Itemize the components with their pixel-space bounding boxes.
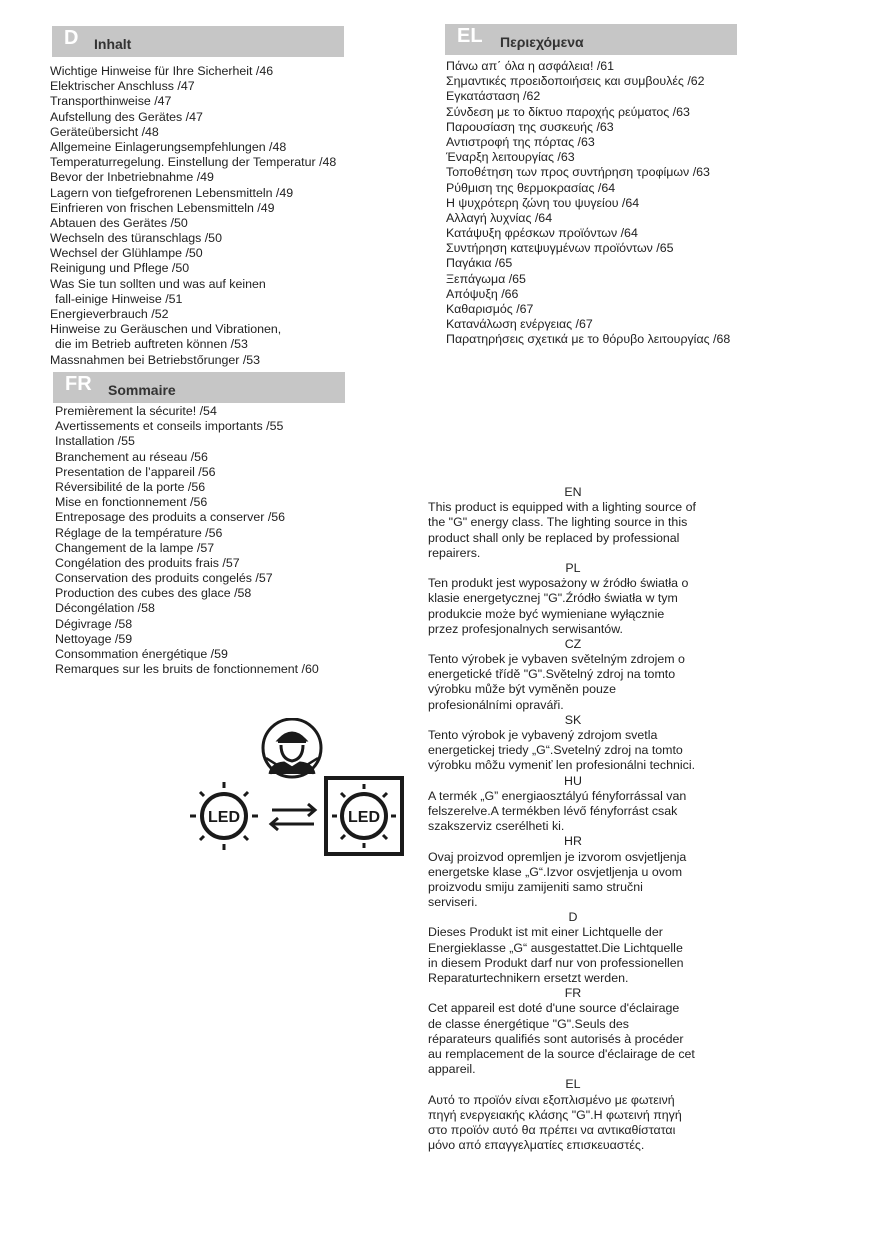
toc-item: Décongélation /58 — [55, 601, 155, 616]
lighting-notices — [428, 485, 728, 1153]
notice-line: energetske klase „G“.Izvor osvjetljenja u ovom — [428, 864, 683, 879]
notice-lang-label: HR — [564, 834, 582, 849]
notice-body — [428, 500, 728, 561]
toc-item: Wichtige Hinweise für Ihre Sicherheit /46 — [50, 64, 274, 78]
notice-line: réparateurs qualifiés sont autorisés à procéder — [428, 1031, 684, 1046]
notice-line: Energieklasse „G“ ausgestattet.Die Lichtquelle — [428, 940, 683, 955]
notice-line: the "G" energy class. The lighting source in this — [428, 515, 688, 530]
toc-list-el — [446, 59, 730, 348]
toc-list-fr — [55, 404, 319, 677]
toc-item: Abtauen des Gerätes /50 — [50, 215, 188, 230]
toc-item: Einfrieren von frischen Lebensmitteln /49 — [50, 200, 275, 215]
notice-line: produkcie może być wymieniane wyłącznie — [428, 606, 665, 621]
notice-body — [428, 728, 728, 774]
notice-line: Αυτό το προϊόν είναι εξοπλισμένο με φωτεινή — [428, 1092, 675, 1107]
notice-line: výrobku může být vyměněn pouze — [428, 682, 617, 697]
notice-cz — [428, 637, 728, 713]
notice-lang-label: SK — [564, 712, 582, 727]
toc-item: Εγκατάσταση /62 — [446, 89, 541, 104]
notice-lang-label: HU — [564, 773, 582, 788]
notice-line: Dieses Produkt ist mit einer Lichtquelle der — [428, 925, 663, 940]
toc-item: Τοποθέτηση των προς συντήρηση τροφίμων /63 — [446, 165, 710, 180]
section-title: Sommaire — [108, 382, 176, 398]
toc-item: Was Sie tun sollten und was auf keinen — [50, 276, 266, 291]
toc-item: Consommation énergétique /59 — [55, 647, 228, 661]
notice-hr — [428, 834, 728, 910]
notice-body — [428, 789, 728, 835]
toc-item: Premièrement la sécurite! /54 — [55, 404, 217, 418]
toc-item: Wechsel der Glühlampe /50 — [50, 246, 203, 261]
toc-item: Remarques sur les bruits de fonctionnement /60 — [55, 662, 319, 677]
notice-line: Tento výrobok je vybavený zdrojom svetla — [428, 728, 658, 742]
toc-item: Παρατηρήσεις σχετικά με το θόρυβο λειτουργίας /68 — [446, 332, 731, 347]
notice-line: szakszerviz cserélheti ki. — [428, 819, 565, 834]
toc-item: Reinigung und Pflege /50 — [50, 261, 190, 276]
toc-item: Ρύθμιση της θερμοκρασίας /64 — [446, 180, 616, 195]
toc-item: Energieverbrauch /52 — [50, 307, 169, 321]
toc-item: Dégivrage /58 — [55, 616, 133, 631]
toc-item: Presentation de l’appareil /56 — [55, 464, 216, 479]
notice-body — [428, 850, 728, 911]
technician-icon — [263, 719, 321, 777]
toc-item: Avertissements et conseils importants /55 — [55, 419, 284, 434]
toc-item: Σύνδεση με το δίκτυο παροχής ρεύματος /63 — [446, 104, 690, 119]
notice-body — [428, 652, 728, 713]
notice-line: energetickej triedy „G“.Svetelný zdroj na tomto — [428, 743, 683, 758]
section-code: EL — [457, 25, 483, 47]
toc-item: Κατανάλωση ενέργειας /67 — [446, 317, 593, 332]
section-code: D — [64, 27, 79, 49]
toc-item: Ξεπάγωμα /65 — [446, 271, 526, 286]
notice-body — [428, 1093, 728, 1154]
toc-item: Απόψυξη /66 — [446, 286, 519, 301]
notice-lang-label: FR — [564, 986, 582, 1001]
toc-item: Production des cubes des glace /58 — [55, 586, 252, 601]
notice-line: felszerelve.A termékben lévő fényforrást csak — [428, 803, 678, 818]
toc-item: Installation /55 — [55, 434, 135, 449]
notice-pl — [428, 561, 728, 637]
toc-item: Bevor der Inbetriebnahme /49 — [50, 170, 214, 185]
led-label: LED — [208, 809, 240, 826]
toc-item: Παρουσίαση της συσκευής /63 — [446, 119, 614, 134]
toc-item: Branchement au réseau /56 — [55, 449, 208, 464]
toc-item: Temperaturregelung. Einstellung der Temperatur /48 — [50, 155, 337, 170]
toc-item: die im Betrieb auftreten können /53 — [55, 337, 248, 352]
notice-line: Ten produkt jest wyposażony w źródło światła o — [428, 576, 689, 591]
toc-item: Congélation des produits frais /57 — [55, 555, 240, 570]
toc-item: Lagern von tiefgefrorenen Lebensmitteln /49 — [50, 185, 294, 200]
toc-item: Σημαντικές προειδοποιήσεις και συμβουλές /62 — [446, 74, 705, 89]
notice-line: klasie energetycznej "G".Źródło światła w tym — [428, 591, 678, 606]
section-title: Inhalt — [94, 36, 132, 52]
toc-item: Αλλαγή λυχνίας /64 — [446, 210, 553, 225]
notice-line: energetické třídě "G".Světelný zdroj na tomto — [428, 667, 676, 682]
notice-line: A termék „G” energiaosztályú fényforrással van — [428, 788, 687, 803]
led-label: LED — [348, 809, 380, 826]
toc-item: Transporthinweise /47 — [50, 94, 172, 109]
toc-item: Allgemeine Einlagerungsempfehlungen /48 — [50, 139, 287, 154]
section-header-el — [445, 24, 737, 55]
toc-item: Έναρξη λειτουργίας /63 — [446, 150, 575, 165]
notice-line: Tento výrobek je vybaven světelným zdrojem o — [428, 652, 685, 667]
notice-line: de classe énergétique "G".Seuls des — [428, 1016, 629, 1031]
section-header-fr — [53, 372, 345, 403]
toc-item: Aufstellung des Gerätes /47 — [50, 109, 203, 124]
toc-item: Παγάκια /65 — [446, 256, 513, 271]
notice-line: przez profesjonalnych serwisantów. — [428, 621, 623, 636]
toc-item: Mise en fonctionnement /56 — [55, 495, 208, 510]
notice-line: πηγή ενεργειακής κλάσης "G".Η φωτεινή πηγή — [428, 1107, 682, 1122]
section-header-de — [52, 26, 344, 57]
toc-item: Entreposage des produits a conserver /56 — [55, 510, 286, 525]
toc-item: Réglage de la température /56 — [55, 525, 223, 540]
notice-line: in diesem Produkt darf nur von professionellen — [428, 955, 684, 970]
notice-line: στο προϊόν αυτό θα πρέπει να αντικαθίσταται — [428, 1122, 676, 1137]
notice-body — [428, 1001, 728, 1077]
notice-lang-label: D — [568, 910, 578, 925]
notice-lang-label: PL — [565, 560, 581, 575]
notice-line: výrobku môžu vymeniť len profesionálni technici. — [428, 758, 696, 773]
notice-lang-label: CZ — [564, 636, 582, 651]
toc-item: Αντιστροφή της πόρτας /63 — [446, 134, 595, 149]
notice-en — [428, 485, 728, 561]
section-title: Περιεχόμενα — [500, 34, 584, 50]
notice-line: au remplacement de la source d'éclairage de cet — [428, 1046, 695, 1061]
notice-lang-label: EL — [565, 1077, 581, 1092]
notice-line: profesionálními opraváři. — [428, 697, 564, 712]
notice-el — [428, 1077, 728, 1153]
notice-line: Ovaj proizvod opremljen je izvorom osvjetljenja — [428, 849, 687, 864]
notice-lang-label: EN — [564, 485, 582, 499]
led-replacement-figure — [186, 718, 406, 858]
notice-line: appareil. — [428, 1062, 476, 1077]
toc-item: Nettoyage /59 — [55, 631, 133, 646]
swap-arrows-icon — [271, 804, 315, 830]
toc-item: Καθαρισμός /67 — [446, 302, 534, 316]
notice-line: This product is equipped with a lighting source of — [428, 500, 696, 515]
toc-item: Changement de la lampe /57 — [55, 540, 215, 555]
section-code: FR — [65, 373, 92, 395]
toc-list-de — [50, 64, 336, 368]
led-fixture-icon — [326, 778, 402, 854]
notice-line: Reparaturtechnikern ersetzt werden. — [428, 971, 629, 985]
toc-item: Réversibilité de la porte /56 — [55, 479, 206, 494]
notice-body — [428, 576, 728, 637]
toc-item: Geräteübersicht /48 — [50, 124, 159, 139]
notice-d — [428, 910, 728, 986]
notice-sk — [428, 713, 728, 774]
notice-line: repairers. — [428, 545, 481, 560]
notice-fr — [428, 986, 728, 1077]
notice-hu — [428, 774, 728, 835]
notice-line: proizvodu smiju zamijeniti samo stručni — [428, 879, 643, 894]
toc-item: Πάνω απ΄ όλα η ασφάλεια! /61 — [446, 59, 615, 73]
toc-item: Συντήρηση κατεψυγμένων προϊόντων /65 — [446, 241, 674, 256]
led-bulb-icon — [190, 782, 258, 850]
toc-item: Wechseln des türanschlags /50 — [50, 231, 222, 246]
toc-item: Elektrischer Anschluss /47 — [50, 79, 195, 94]
notice-body — [428, 925, 728, 986]
notice-line: Cet appareil est doté d'une source d'éclairage — [428, 1001, 680, 1016]
notice-line: serviseri. — [428, 895, 478, 910]
toc-item: Conservation des produits congelés /57 — [55, 571, 273, 586]
toc-item: Κατάψυξη φρέσκων προϊόντων /64 — [446, 226, 638, 241]
toc-item: fall-einige Hinweise /51 — [55, 291, 183, 306]
toc-item: Hinweise zu Geräuschen und Vibrationen, — [50, 322, 282, 337]
toc-item: Η ψυχρότερη ζώνη του ψυγείου /64 — [446, 195, 640, 210]
notice-line: μόνο από επαγγελματίες επισκευαστές. — [428, 1138, 645, 1153]
notice-line: product shall only be replaced by professional — [428, 530, 680, 545]
toc-item: Massnahmen bei Betriebstőrunger /53 — [50, 352, 261, 367]
